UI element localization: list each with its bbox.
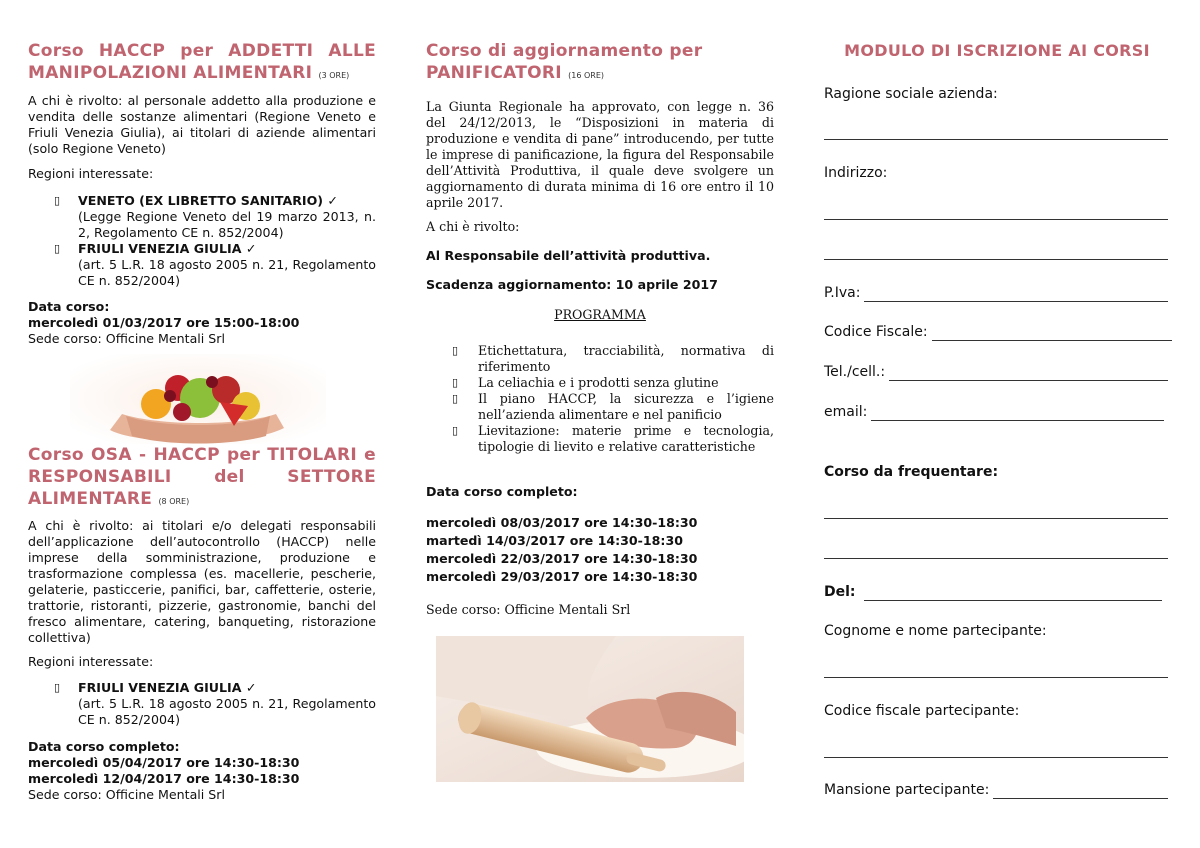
region-name: FRIULI VENEZIA GIULIA ✓ xyxy=(78,241,257,256)
course1-regions-label: Regioni interessate: xyxy=(28,166,154,181)
column-haccp-courses xyxy=(28,0,376,848)
program-item xyxy=(426,391,774,423)
rolling-pin-illustration xyxy=(436,636,744,782)
corso-field-line2[interactable] xyxy=(824,558,1168,559)
course2-hours: (8 ORE) xyxy=(158,497,190,506)
course1-date-block xyxy=(28,299,376,347)
email-row xyxy=(824,403,1164,421)
panificatori-deadline: Scadenza aggiornamento: 10 aprile 2017 xyxy=(426,277,718,292)
bullet-icon: ▯ xyxy=(452,424,459,437)
mansione-row xyxy=(824,781,1168,799)
course2-regions-list xyxy=(28,680,376,728)
course2-date-block xyxy=(28,739,376,803)
del-field[interactable] xyxy=(864,586,1162,601)
program-list xyxy=(426,343,774,455)
bullet-icon: ▯ xyxy=(54,242,61,255)
fruit-hands-image xyxy=(70,354,326,444)
panificatori-target-label: A chi è rivolto: xyxy=(426,219,520,234)
rolling-pin-image xyxy=(436,636,744,782)
bullet-icon: ▯ xyxy=(54,681,61,694)
bullet-icon: ▯ xyxy=(452,376,459,389)
bullet-icon: ▯ xyxy=(452,392,459,405)
region-name: VENETO (EX LIBRETTO SANITARIO) ✓ xyxy=(78,193,338,208)
mansione-field[interactable] xyxy=(993,784,1168,799)
panificatori-intro: La Giunta Regionale ha approvato, con legge n. 36 del 24/12/2013, le “Disposizioni in materia di produzione e vendita di pane” introducendo, per tutte le imprese di panificazione, la figura del Responsabile dell’Attività Produttiva, il quale deve svolgere un aggiornamento di durata minima di 16 ore entro il 10 aprile 2017. xyxy=(426,99,774,210)
codice-fiscale-label: Codice Fiscale: xyxy=(824,324,928,340)
tel-field[interactable] xyxy=(889,366,1168,381)
codice-fiscale-field[interactable] xyxy=(932,326,1172,341)
column-registration-form xyxy=(824,0,1170,848)
course2-date: mercoledì 12/04/2017 ore 14:30-18:30 xyxy=(28,771,300,786)
cf-partecipante-field[interactable] xyxy=(824,757,1168,758)
nome-partecipante-label: Cognome e nome partecipante: xyxy=(824,623,1047,639)
course2-target: A chi è rivolto: ai titolari e/o delegati responsabili dell’applicazione dell’autocontrollo (HACCP) nelle imprese della somministrazione, produzione e trasformazione complessa (es. macellerie, pescherie, gelaterie, pasticcerie, panifici, bar, caffetterie, osterie, trattorie, ristoranti, pizzerie, gastronomie, banchi del fresco alimentare, catering, banqueting, ristorazione collettiva) xyxy=(28,518,376,645)
course1-target: A chi è rivolto: al personale addetto alla produzione e vendita delle sostanze alimentari (Regione Veneto e Friuli Venezia Giulia), ai titolari di aziende alimentari (solo Regione Veneto) xyxy=(28,93,376,156)
column-panificatori xyxy=(426,0,774,848)
panificatori-target: Al Responsabile dell’attività produttiva. xyxy=(426,248,711,263)
panificatori-title-text: Corso di aggiornamento per PANIFICATORI xyxy=(426,41,703,83)
ragione-sociale-label: Ragione sociale azienda: xyxy=(824,86,998,102)
course1-title-text: Corso HACCP per ADDETTI ALLE MANIPOLAZIONI ALIMENTARI xyxy=(28,41,376,83)
ragione-sociale-field[interactable] xyxy=(824,139,1168,140)
program-item-text: Lievitazione: materie prime e tecnologia, tipologie di lievito e relative caratteristiche xyxy=(478,423,774,454)
panificatori-date: mercoledì 08/03/2017 ore 14:30-18:30 xyxy=(426,515,698,530)
region-item xyxy=(28,680,376,728)
corso-label: Corso da frequentare: xyxy=(824,464,999,480)
panificatori-date: martedì 14/03/2017 ore 14:30-18:30 xyxy=(426,533,683,548)
corso-field-line1[interactable] xyxy=(824,518,1168,519)
program-item xyxy=(426,423,774,455)
program-item xyxy=(426,343,774,375)
cf-partecipante-label: Codice fiscale partecipante: xyxy=(824,703,1020,719)
course1-venue: Sede corso: Officine Mentali Srl xyxy=(28,331,225,346)
course1-hours: (3 ORE) xyxy=(318,71,350,80)
bullet-icon: ▯ xyxy=(54,194,61,207)
indirizzo-field-line1[interactable] xyxy=(824,219,1168,220)
fruit-hands-illustration xyxy=(70,354,326,444)
course2-venue: Sede corso: Officine Mentali Srl xyxy=(28,787,225,802)
program-item-text: Etichettatura, tracciabilità, normativa di riferimento xyxy=(478,343,774,374)
indirizzo-field-line2[interactable] xyxy=(824,259,1168,260)
del-label: Del: xyxy=(824,584,856,600)
panificatori-hours: (16 ORE) xyxy=(568,71,605,80)
del-row xyxy=(824,583,1162,601)
course2-title xyxy=(28,444,376,513)
piva-label: P.Iva: xyxy=(824,285,861,301)
course2-date-label: Data corso completo: xyxy=(28,739,180,754)
panificatori-date: mercoledì 22/03/2017 ore 14:30-18:30 xyxy=(426,551,698,566)
course2-date: mercoledì 05/04/2017 ore 14:30-18:30 xyxy=(28,755,300,770)
codice-fiscale-row xyxy=(824,323,1172,341)
course1-date: mercoledì 01/03/2017 ore 15:00-18:00 xyxy=(28,315,300,330)
mansione-label: Mansione partecipante: xyxy=(824,782,990,798)
bullet-icon: ▯ xyxy=(452,344,459,357)
panificatori-dates xyxy=(426,514,774,586)
region-detail: (art. 5 L.R. 18 agosto 2005 n. 21, Regolamento CE n. 852/2004) xyxy=(78,257,376,288)
course1-date-label: Data corso: xyxy=(28,299,110,314)
tel-row xyxy=(824,363,1168,381)
nome-partecipante-field[interactable] xyxy=(824,677,1168,678)
course2-title-text: Corso OSA - HACCP per TITOLARI e RESPONSABILI del SETTORE ALIMENTARE xyxy=(28,445,376,509)
region-detail: (art. 5 L.R. 18 agosto 2005 n. 21, Regolamento CE n. 852/2004) xyxy=(78,696,376,727)
indirizzo-label: Indirizzo: xyxy=(824,165,888,181)
program-item-text: Il piano HACCP, la sicurezza e l’igiene nell’azienda alimentare e nel panificio xyxy=(478,391,774,422)
panificatori-title xyxy=(426,40,774,87)
region-name: FRIULI VENEZIA GIULIA ✓ xyxy=(78,680,257,695)
program-heading: PROGRAMMA xyxy=(554,307,646,322)
program-item xyxy=(426,375,774,391)
form-title: MODULO DI ISCRIZIONE AI CORSI xyxy=(844,41,1150,60)
email-label: email: xyxy=(824,404,868,420)
piva-row xyxy=(824,284,1168,302)
panificatori-venue: Sede corso: Officine Mentali Srl xyxy=(426,602,631,617)
region-item xyxy=(28,193,376,241)
course2-regions-label: Regioni interessate: xyxy=(28,654,154,669)
piva-field[interactable] xyxy=(864,287,1168,302)
region-item xyxy=(28,241,376,289)
tel-label: Tel./cell.: xyxy=(824,364,886,380)
region-detail: (Legge Regione Veneto del 19 marzo 2013, n. 2, Regolamento CE n. 852/2004) xyxy=(78,209,376,240)
panificatori-date: mercoledì 29/03/2017 ore 14:30-18:30 xyxy=(426,569,698,584)
program-item-text: La celiachia e i prodotti senza glutine xyxy=(478,375,719,390)
course1-title xyxy=(28,40,376,87)
course1-regions-list xyxy=(28,193,376,289)
email-field[interactable] xyxy=(871,406,1164,421)
panificatori-date-label: Data corso completo: xyxy=(426,484,578,499)
